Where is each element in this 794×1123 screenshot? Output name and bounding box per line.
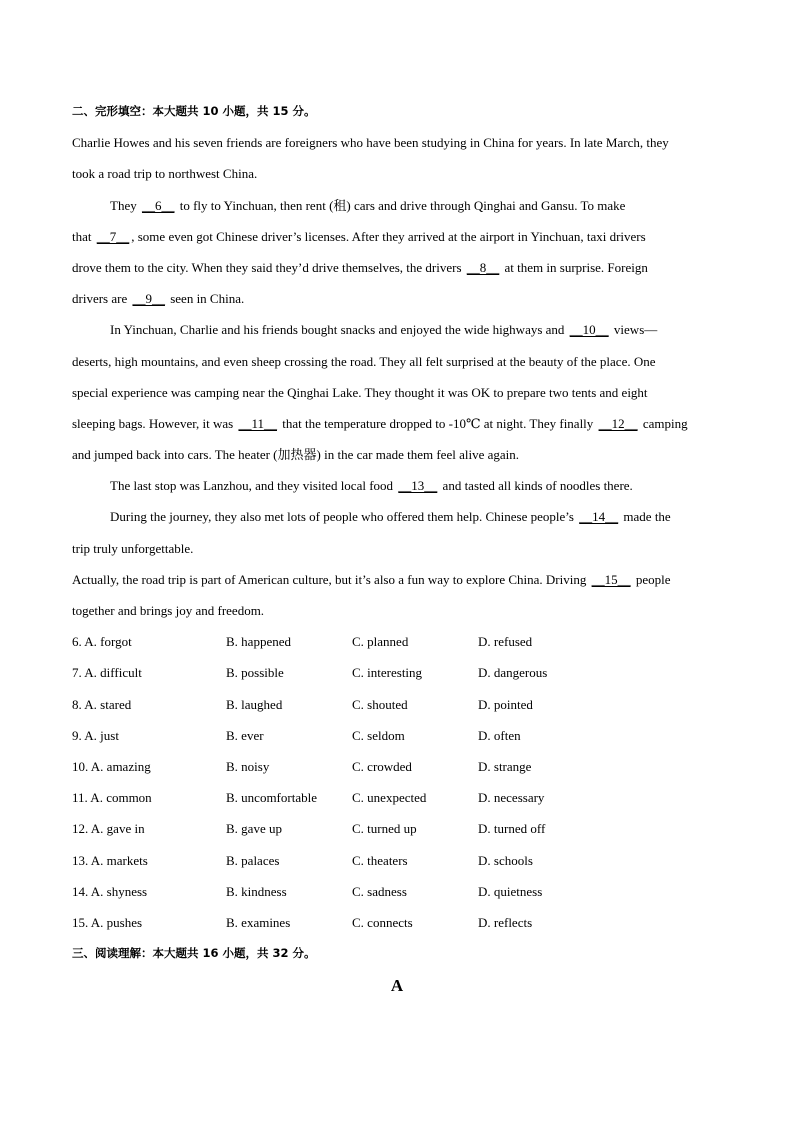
section-heading-reading: 三、阅读理解：本大题共 16 小题，共 32 分。 [72, 946, 316, 961]
question-8-options [72, 689, 722, 720]
option-b: B. palaces [226, 852, 280, 868]
option-d: D. quietness [478, 883, 543, 899]
passage-line [72, 501, 722, 532]
blank-7: __7__ [96, 228, 130, 244]
option-b: B. possible [226, 665, 284, 681]
text-span: They [110, 197, 140, 213]
question-14-options [72, 876, 722, 907]
option-b: B. uncomfortable [226, 790, 317, 806]
option-c: C. theaters [352, 852, 408, 868]
section-heading-cloze: 二、完形填空：本大题共 10 小题，共 15 分。 [72, 104, 316, 118]
text-span: to fly to Yinchuan, then rent (租) cars and drive through Qinghai and Gansu. To make [176, 197, 626, 213]
option-d: D. refused [478, 634, 533, 650]
passage-line: and jumped back into cars. The heater (加热器) in the car made them feel alive again. [72, 447, 519, 463]
blank-8: __8__ [466, 259, 500, 275]
passage-line: together and brings joy and freedom. [72, 603, 265, 618]
blank-9: __9__ [132, 291, 165, 307]
option-b: B. examines [226, 914, 291, 930]
answer-options [72, 626, 722, 938]
exam-page [72, 96, 722, 995]
text-span: people [632, 571, 671, 587]
text-span: Actually, the road trip is part of American culture, but it’s also a fun way to explore China. Driving [72, 571, 590, 587]
option-a: 9. A. just [72, 727, 119, 743]
option-d: D. schools [478, 852, 533, 868]
question-12-options [72, 813, 722, 844]
option-d: D. pointed [478, 696, 533, 712]
option-d: D. reflects [478, 914, 533, 930]
option-c: C. crowded [352, 758, 412, 774]
text-span: During the journey, they also met lots of people who offered them help. Chinese people’s [110, 509, 578, 525]
text-span: The last stop was Lanzhou, and they visited local food [110, 478, 397, 494]
option-b: B. gave up [226, 821, 282, 837]
option-d: D. dangerous [478, 665, 548, 681]
option-c: C. turned up [352, 821, 417, 837]
cloze-passage [72, 127, 722, 626]
blank-10: __10__ [569, 322, 609, 338]
question-9-options [72, 720, 722, 751]
passage-line [72, 470, 722, 501]
option-a: 13. A. markets [72, 852, 148, 868]
option-b: B. noisy [226, 758, 270, 774]
passage-line [72, 252, 722, 283]
option-c: C. sadness [352, 883, 407, 899]
text-span: that the temperature dropped to -10℃ at night. They finally [279, 415, 597, 431]
text-span: views— [610, 322, 658, 338]
blank-15: __15__ [591, 571, 631, 587]
option-d: D. turned off [478, 821, 546, 837]
option-a: 7. A. difficult [72, 665, 142, 681]
option-d: D. strange [478, 758, 532, 774]
option-a: 8. A. stared [72, 696, 132, 712]
option-c: C. unexpected [352, 790, 427, 806]
option-b: B. ever [226, 727, 264, 743]
question-6-options [72, 626, 722, 657]
option-c: C. seldom [352, 727, 405, 743]
text-span: drivers are [72, 291, 131, 307]
option-a: 10. A. amazing [72, 758, 151, 774]
question-10-options [72, 751, 722, 782]
text-span: at them in surprise. Foreign [501, 259, 648, 275]
option-b: B. happened [226, 634, 291, 650]
text-span: made the [620, 509, 671, 525]
option-b: B. kindness [226, 883, 287, 899]
passage-line: deserts, high mountains, and even sheep crossing the road. They all felt surprised at the beauty of the place. One [72, 353, 656, 369]
passage-line [72, 408, 722, 439]
option-c: C. shouted [352, 696, 408, 712]
question-7-options [72, 657, 722, 688]
option-a: 15. A. pushes [72, 914, 143, 930]
blank-13: __13__ [398, 478, 438, 494]
option-a: 11. A. common [72, 790, 152, 806]
passage-line [72, 283, 722, 314]
passage-line: special experience was camping near the Qinghai Lake. They thought it was OK to prepare two tents and eight [72, 384, 648, 400]
text-span: sleeping bags. However, it was [72, 415, 237, 431]
blank-6: __6__ [141, 197, 175, 213]
option-c: C. planned [352, 634, 409, 650]
option-a: 12. A. gave in [72, 821, 145, 837]
option-b: B. laughed [226, 696, 283, 712]
passage-line: Charlie Howes and his seven friends are foreigners who have been studying in China for years. In late March, they [72, 135, 669, 151]
text-span: , some even got Chinese driver’s licenses. After they arrived at the airport in Yinchuan, taxi drivers [131, 228, 646, 244]
text-span: that [72, 228, 95, 244]
passage-line [72, 221, 722, 252]
passage-line [72, 314, 722, 345]
blank-14: __14__ [579, 509, 619, 525]
text-span: and tasted all kinds of noodles there. [439, 478, 633, 494]
option-a: 6. A. forgot [72, 634, 132, 650]
text-span: seen in China. [166, 291, 245, 307]
passage-line: trip truly unforgettable. [72, 540, 194, 556]
blank-11: __11__ [238, 415, 277, 431]
option-c: C. interesting [352, 665, 423, 681]
text-span: In Yinchuan, Charlie and his friends bought snacks and enjoyed the wide highways and [110, 322, 568, 338]
passage-line: took a road trip to northwest China. [72, 166, 258, 182]
part-label: A [390, 976, 404, 995]
passage-line [72, 190, 722, 221]
option-d: D. often [478, 727, 521, 743]
blank-12: __12__ [598, 415, 638, 431]
text-span: drove them to the city. When they said they’d drive themselves, the drivers [72, 259, 465, 275]
option-d: D. necessary [478, 790, 545, 806]
question-15-options [72, 907, 722, 938]
question-13-options [72, 845, 722, 876]
passage-line [72, 564, 722, 595]
option-a: 14. A. shyness [72, 883, 148, 899]
text-span: camping [639, 415, 688, 431]
option-c: C. connects [352, 914, 413, 930]
question-11-options [72, 782, 722, 813]
